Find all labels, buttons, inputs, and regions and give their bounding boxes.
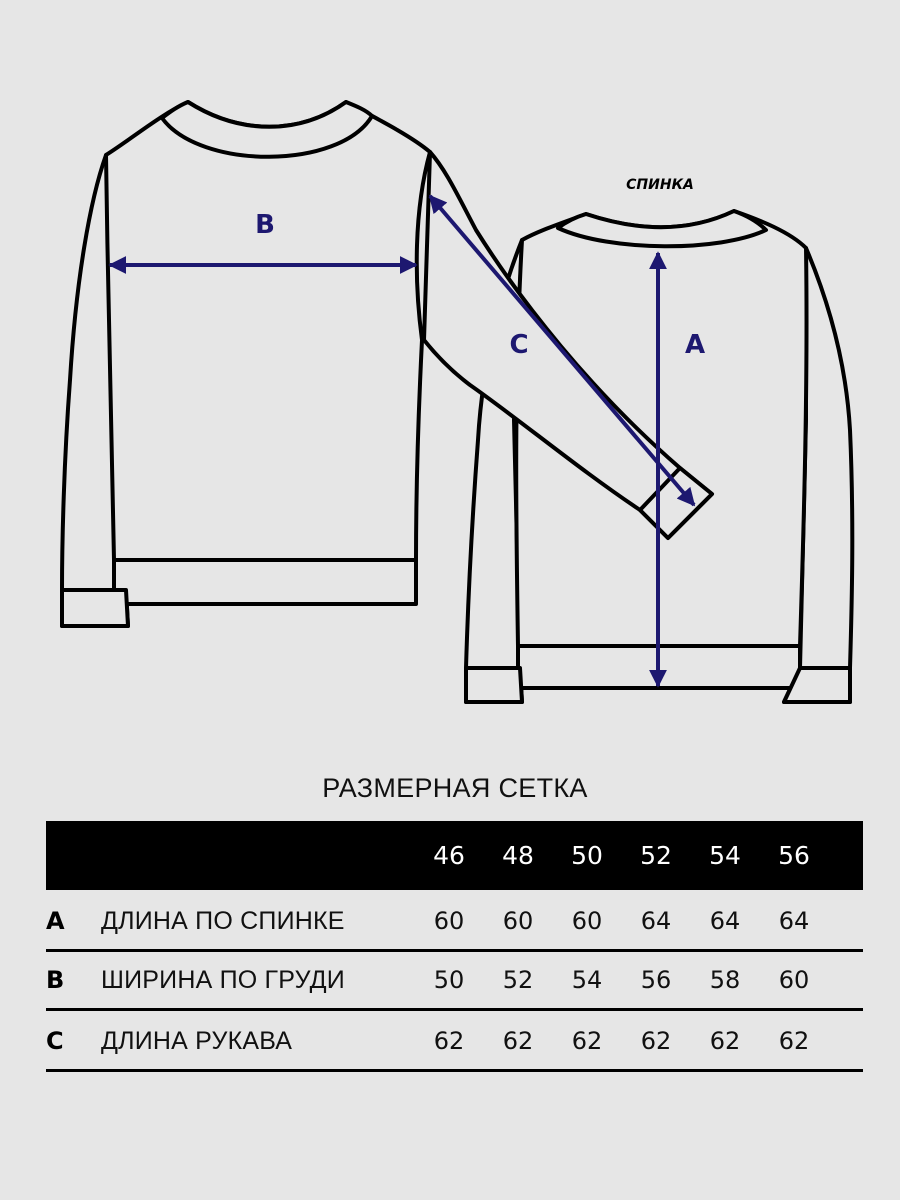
row-value: 60 xyxy=(433,907,465,935)
table-row-back-length xyxy=(46,893,863,952)
front-hem xyxy=(114,560,416,604)
table-row-chest-width xyxy=(46,952,863,1011)
row-label: ДЛИНА РУКАВА xyxy=(101,1027,293,1055)
row-value: 56 xyxy=(640,966,672,994)
size-50-header: 50 xyxy=(571,841,603,870)
front-left-cuff xyxy=(62,590,128,626)
row-value: 62 xyxy=(502,1027,534,1055)
row-value: 62 xyxy=(433,1027,465,1055)
size-54-header: 54 xyxy=(709,841,741,870)
row-value: 64 xyxy=(640,907,672,935)
row-value: 60 xyxy=(571,907,603,935)
back-view-label: СПИНКА xyxy=(626,177,694,193)
row-letter: A xyxy=(46,907,65,935)
row-value: 62 xyxy=(640,1027,672,1055)
size-48-header: 48 xyxy=(502,841,534,870)
row-label: ШИРИНА ПО ГРУДИ xyxy=(101,966,345,994)
row-value: 64 xyxy=(709,907,741,935)
row-value: 58 xyxy=(709,966,741,994)
row-value: 62 xyxy=(778,1027,810,1055)
row-divider xyxy=(46,1008,863,1011)
size-52-header: 52 xyxy=(640,841,672,870)
size-46-header: 46 xyxy=(433,841,465,870)
row-letter: C xyxy=(46,1027,64,1055)
measure-a-label: A xyxy=(684,330,706,360)
row-value: 54 xyxy=(571,966,603,994)
measure-b-label: B xyxy=(255,210,275,240)
row-divider xyxy=(46,1069,863,1072)
row-value: 62 xyxy=(709,1027,741,1055)
table-row-sleeve-length xyxy=(46,1013,863,1072)
size-chart-title: РАЗМЕРНАЯ СЕТКА xyxy=(322,773,588,803)
row-value: 60 xyxy=(502,907,534,935)
measure-c-label: C xyxy=(509,330,529,360)
row-value: 52 xyxy=(502,966,534,994)
row-value: 64 xyxy=(778,907,810,935)
row-value: 62 xyxy=(571,1027,603,1055)
row-value: 50 xyxy=(433,966,465,994)
row-value: 60 xyxy=(778,966,810,994)
back-left-cuff xyxy=(466,668,522,702)
size-56-header: 56 xyxy=(778,841,810,870)
front-body xyxy=(106,102,430,560)
row-label: ДЛИНА ПО СПИНКЕ xyxy=(101,907,345,935)
row-letter: B xyxy=(46,966,65,994)
size-header-row xyxy=(46,821,863,890)
